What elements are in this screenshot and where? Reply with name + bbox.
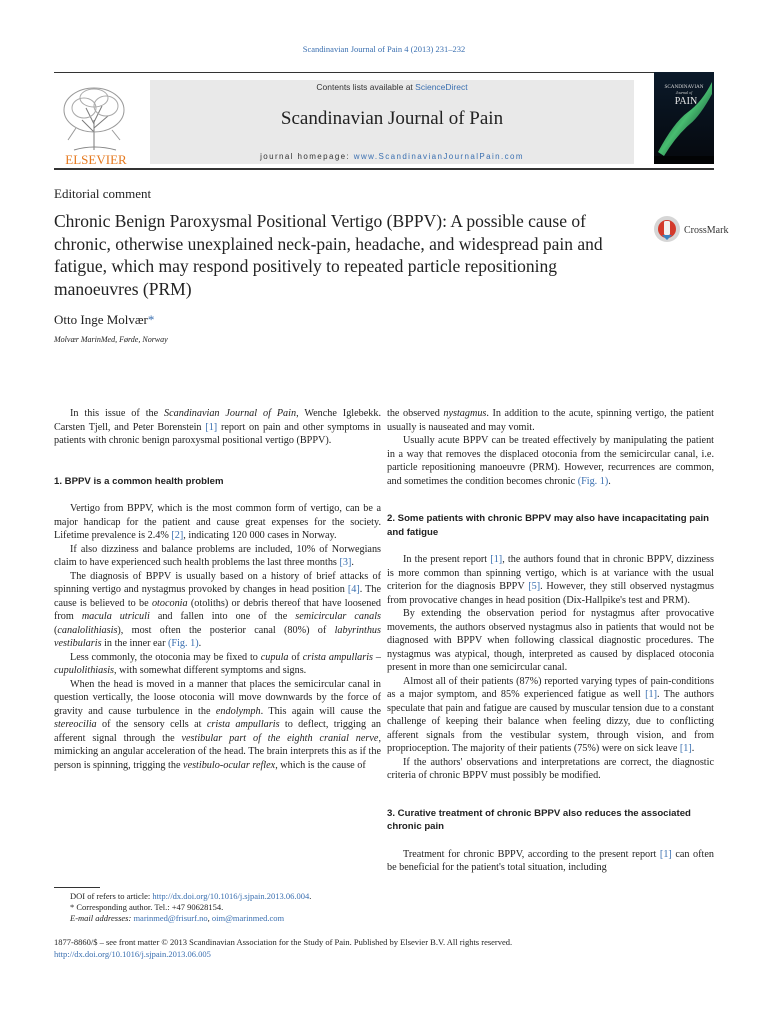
homepage-link[interactable]: www.ScandinavianJournalPain.com [353, 152, 524, 161]
journal-citation[interactable]: Scandinavian Journal of Pain 4 (2013) 231–232 [302, 44, 466, 54]
journal-title: Scandinavian Journal of Pain [280, 108, 504, 129]
section-2-heading: 2. Some patients with chronic BPPV may also have incapacitating pain and fatigue [387, 513, 710, 538]
footnote-corresponding: * Corresponding author. Tel.: +47 90628154. [70, 902, 224, 912]
footnote-rule [54, 887, 100, 888]
homepage-prefix: journal homepage: [260, 152, 354, 161]
s2-paragraph-1: In the present report [1], the authors found that in chronic BPPV, dizziness is more common than spinning vertigo, which is at variance with the usual criterion for the diagnosis BPPV [5]. However, they still observed nystagmus from provocative changes in head position (Dix-Hallpike's test and PRM). [387, 554, 714, 606]
ref-link[interactable]: [1] [205, 421, 218, 433]
elsevier-tree-icon [54, 80, 138, 166]
s2-paragraph-4: If the authors' observations and interpretations are correct, the diagnostic criteria of chronic BPPV must possibly be modified. [387, 756, 714, 781]
ref-link[interactable]: [3] [339, 557, 352, 568]
s1-paragraph-4: Less commonly, the otoconia may be fixed to cupula of crista ampullaris – cupulolithiasis, with somewhat different symptoms and signs. [54, 651, 381, 676]
right-column [387, 407, 714, 875]
header-bottom-rule [54, 168, 714, 170]
elsevier-logo[interactable] [54, 80, 138, 166]
ref-link[interactable]: [1] [645, 689, 657, 700]
copyright-line: 1877-8860/$ – see front matter © 2013 Scandinavian Association for the Study of Pain. Published by Elsevier B.V. All rights reserved. [54, 937, 513, 947]
s1-paragraph-5: When the head is moved in a manner that places the semicircular canal in question vertically, the loose otoconia will move downwards by the force of gravity and cause turbulence in the endolymph. This again will cause the stereocilia of the sensory cells at crista ampullaris to deflect, trigging an afferent signal through the vestibular part of the eighth cranial nerve, mimicking an angular acceleration of the head. The brain interprets this as if the person is spinning, trigging the vestibulo-ocular reflex, which is the cause of [54, 678, 382, 771]
s2-paragraph-3: Almost all of their patients (87%) reported varying types of pain-conditions as a major symptom, and 85% experienced fatigue as well [1]. The authors speculate that pain and fatigue are caused by muscular tension due to a constant challenge of keeping their balance when feeling dizzy, due to conflicting afferent signals from the vestibular system, through vision, and from proprioception. The majority of their patients (75%) were on sick leave [1]. [387, 675, 714, 754]
ref-link[interactable]: [4] [347, 584, 360, 595]
s1-paragraph-6: the observed nystagmus. In addition to the acute, spinning vertigo, the patient usually is nauseated and may vomit. [387, 408, 714, 433]
header-top-rule [54, 72, 714, 73]
footnote-doi: DOI of refers to article: http://dx.doi.org/10.1016/j.sjpain.2013.06.004. [70, 891, 312, 901]
footnotes [54, 891, 381, 924]
article-doi-link[interactable]: http://dx.doi.org/10.1016/j.sjpain.2013.06.005 [54, 949, 211, 959]
ref-link[interactable]: [1] [659, 848, 672, 860]
article-type: Editorial comment [54, 186, 152, 201]
ref-link[interactable]: [2] [171, 530, 184, 541]
elsevier-wordmark: ELSEVIER [65, 152, 127, 166]
author-footnote-mark[interactable]: * [147, 312, 155, 327]
s1-paragraph-1: Vertigo from BPPV, which is the most common form of vertigo, can be a major handicap for the patient and cause great expenses for the society. Lifetime prevalence is 2.4% [2], indicating 120 000 cases in Norway. [54, 503, 381, 541]
aurora-cover-image [654, 72, 714, 164]
contents-prefix: Contents lists available at [316, 82, 416, 92]
figure-link[interactable]: (Fig. 1) [168, 638, 199, 649]
cover-title-line3: PAIN [674, 96, 698, 107]
left-column [54, 407, 381, 772]
crossmark-badge[interactable] [652, 214, 732, 244]
journal-cover[interactable] [654, 72, 714, 164]
section-1-heading: 1. BPPV is a common health problem [54, 475, 224, 487]
author-line [54, 312, 154, 328]
front-matter [54, 936, 714, 960]
ref-link[interactable]: [1] [490, 554, 503, 565]
footnote-email: E-mail addresses: marinmed@frisurf.no, oim@marinmed.com [70, 913, 285, 923]
journal-homepage-line [150, 152, 634, 161]
crossmark-icon [652, 214, 732, 244]
s2-paragraph-2: By extending the observation period for nystagmus after provocative movements, the authors observed nystagmus also in patients that would not be diagnosed with BPPV when following classical diagnostic procedures. The nystagmus was atypical, though, interpreted as caused by displaced otoconia present in more than one semicircular canal. [387, 608, 714, 673]
cover-title-line2: Journal of [675, 90, 693, 95]
contents-line [150, 82, 634, 92]
email-link-2[interactable]: oim@marinmed.com [211, 913, 285, 923]
s1-paragraph-7: Usually acute BPPV can be treated effectively by manipulating the patient in a way that removes the displaced otoconia from the semicircular canal, i.e. particle repositioning manoeuvre (PRM). However, recurrences are common, and sometimes the condition becomes chronic (Fig. 1). [387, 435, 714, 487]
ref-link[interactable]: [5] [528, 581, 541, 592]
figure-link[interactable]: (Fig. 1) [577, 475, 609, 487]
s1-paragraph-2: If also dizziness and balance problems are included, 10% of Norwegians claim to have experienced such health problems the last three months [3]. [54, 543, 381, 568]
author-name: Otto Inge Molvær [54, 312, 148, 327]
s3-paragraph-1: Treatment for chronic BPPV, according to the present report [1] can often be beneficial for the patient's total situation, including [387, 848, 714, 873]
intro-paragraph: In this issue of the Scandinavian Journal of Pain, Wenche Iglebekk. Carsten Tjell, and Peter Borenstein [1] report on pain and other symptoms in patients with chronic benign paroxysmal positional vertigo (BPPV). [54, 408, 381, 446]
sciencedirect-link[interactable]: ScienceDirect [415, 82, 468, 92]
article-title: Chronic Benign Paroxysmal Positional Vertigo (BPPV): A possible cause of chronic, otherwise unexplained neck-pain, headache, and widespread pain and fatigue, which may respond positively to repeated particle repositioning manoeuvres (PRM) [54, 211, 603, 299]
crossmark-label: CrossMark [684, 225, 729, 236]
s1-paragraph-3: The diagnosis of BPPV is usually based on a history of brief attacks of spinning vertigo and nystagmus provoked by changes in head position [4]. The cause is believed to be otoconia (otoliths) or debris thereof that have loosened from macula utriculi and fallen into one of the semicircular canals (canalolithiasis), most often the posterior canal (80%) of labyrinthus vestibularis in the inner ear (Fig. 1). [54, 570, 382, 649]
ref-link[interactable]: [1] [679, 743, 692, 754]
author-affiliation: Molvær MarinMed, Førde, Norway [54, 335, 168, 344]
email-link-1[interactable]: marinmed@frisurf.no [133, 913, 208, 923]
section-3-heading: 3. Curative treatment of chronic BPPV also reduces the associated chronic pain [387, 807, 691, 832]
related-doi-link[interactable]: http://dx.doi.org/10.1016/j.sjpain.2013.06.004 [152, 891, 310, 901]
cover-title-line1: SCANDINAVIAN [664, 84, 704, 90]
